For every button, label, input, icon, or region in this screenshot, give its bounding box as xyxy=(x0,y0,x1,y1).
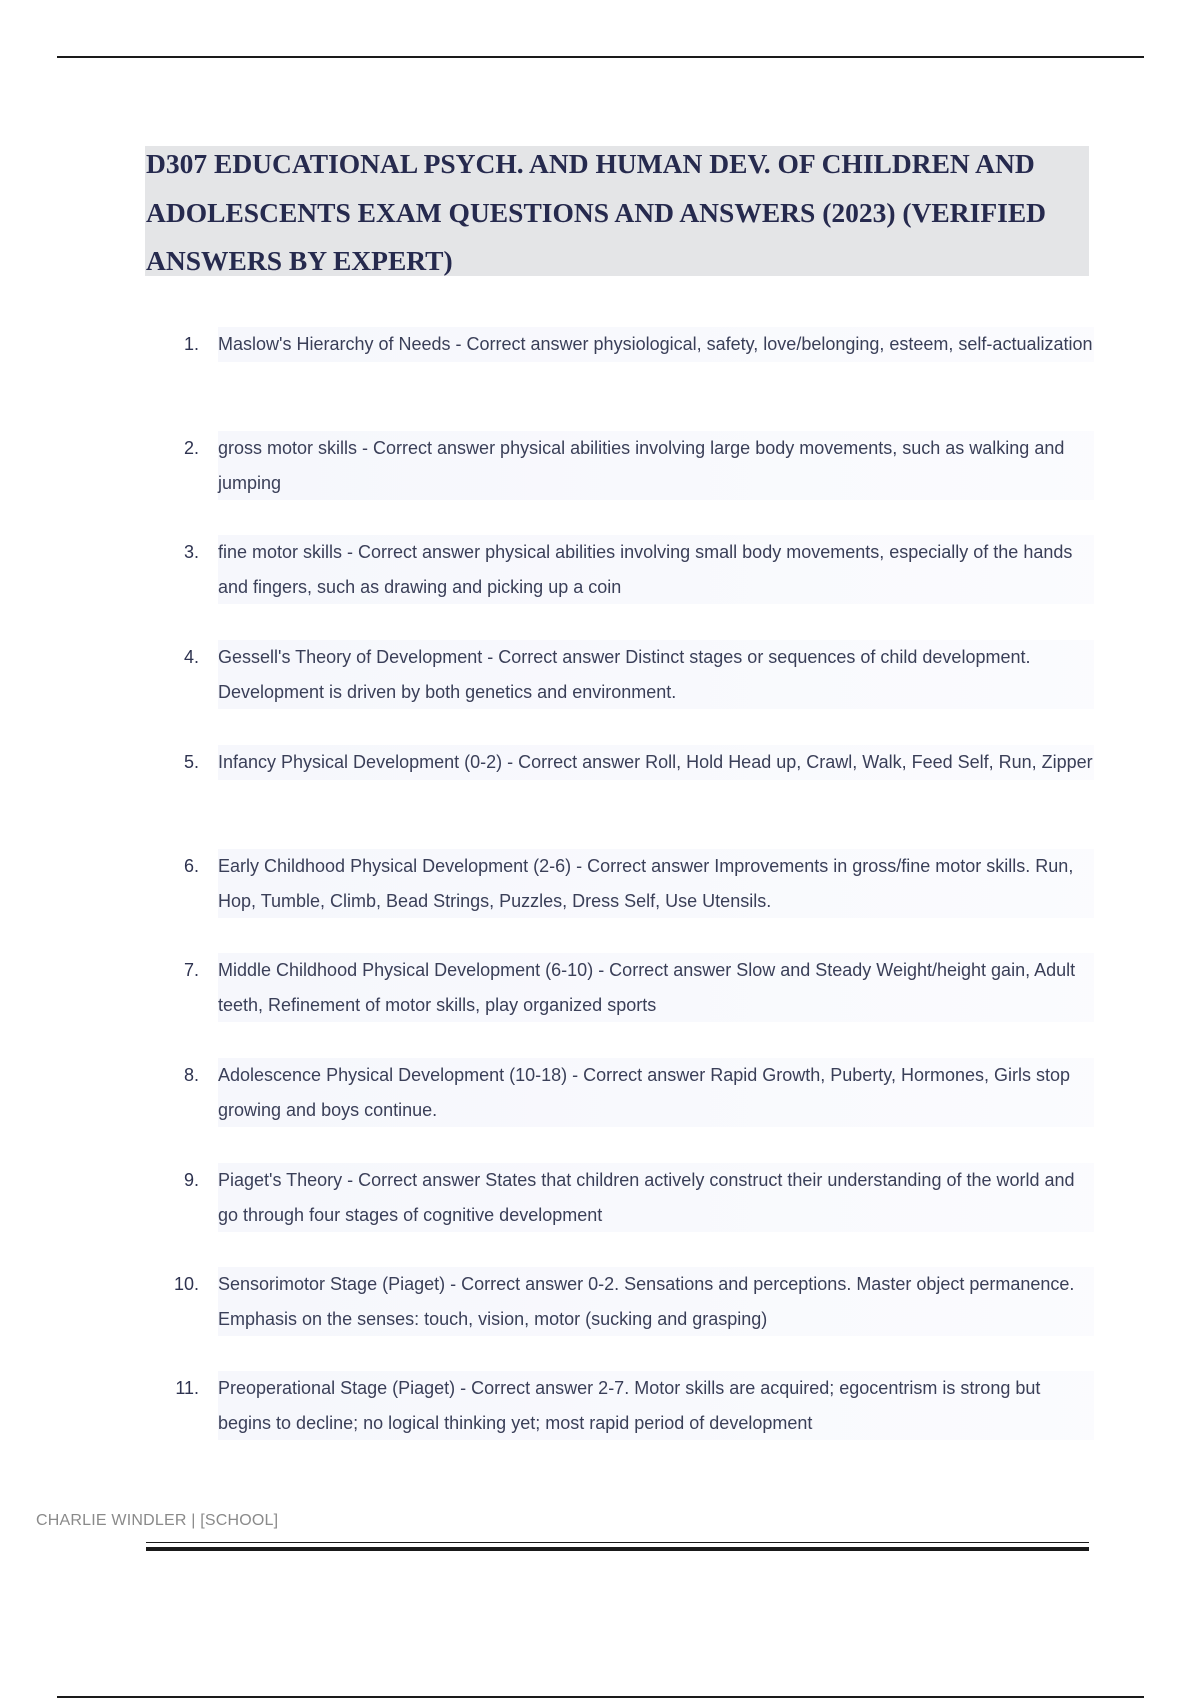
bottom-rule xyxy=(57,1696,1144,1698)
item-text: Gessell's Theory of Development - Correct answer Distinct stages or sequences of child development. Development is driven by both genetics and environment. xyxy=(218,640,1094,709)
item-text: Adolescence Physical Development (10-18) - Correct answer Rapid Growth, Puberty, Hormones, Girls stop growing and boys continue. xyxy=(218,1058,1094,1127)
item-number: 2. xyxy=(183,438,199,458)
top-rule xyxy=(57,56,1144,58)
list-item xyxy=(0,745,1200,815)
item-number: 11. xyxy=(175,1378,199,1398)
list-item xyxy=(0,1163,1200,1233)
list-item xyxy=(0,535,1200,605)
item-number: 10. xyxy=(173,1274,199,1294)
item-number: 7. xyxy=(183,960,199,980)
list-item xyxy=(0,1058,1200,1128)
list-item xyxy=(0,953,1200,1023)
item-text: Preoperational Stage (Piaget) - Correct answer 2-7. Motor skills are acquired; egocentrism is strong but begins to decline; no logical thinking yet; most rapid period of development xyxy=(218,1371,1094,1440)
footer-rule-thick xyxy=(146,1547,1089,1551)
footer-author: CHARLIE WINDLER | [SCHOOL] xyxy=(36,1512,279,1529)
item-text: fine motor skills - Correct answer physical abilities involving small body movements, especially of the hands and fingers, such as drawing and picking up a coin xyxy=(218,535,1094,604)
item-text: Sensorimotor Stage (Piaget) - Correct answer 0-2. Sensations and perceptions. Master object permanence. Emphasis on the senses: touch, vision, motor (sucking and grasping) xyxy=(218,1267,1094,1336)
document-title: D307 EDUCATIONAL PSYCH. AND HUMAN DEV. OF CHILDREN AND ADOLESCENTS EXAM QUESTIONS AND ANSWERS (2023) (VERIFIED ANSWERS BY EXPERT) xyxy=(146,148,1047,276)
footer-rule xyxy=(146,1542,1089,1543)
list-item xyxy=(0,431,1200,501)
item-text: Early Childhood Physical Development (2-6) - Correct answer Improvements in gross/fine motor skills. Run, Hop, Tumble, Climb, Bead Strings, Puzzles, Dress Self, Use Utensils. xyxy=(218,849,1094,918)
item-text: Piaget's Theory - Correct answer States that children actively construct their understanding of the world and go through four stages of cognitive development xyxy=(218,1163,1094,1232)
item-number: 4. xyxy=(183,647,199,667)
item-number: 5. xyxy=(183,752,199,772)
list-item xyxy=(0,849,1200,919)
item-number: 8. xyxy=(183,1065,199,1085)
item-number: 1. xyxy=(183,334,199,354)
item-number: 6. xyxy=(183,856,199,876)
item-text: gross motor skills - Correct answer physical abilities involving large body movements, such as walking and jumping xyxy=(218,431,1094,500)
list-item xyxy=(0,1371,1200,1441)
list-item xyxy=(0,640,1200,710)
list-item xyxy=(0,1267,1200,1337)
item-text: Maslow's Hierarchy of Needs - Correct answer physiological, safety, love/belonging, esteem, self-actualization xyxy=(218,327,1094,362)
item-text: Infancy Physical Development (0-2) - Correct answer Roll, Hold Head up, Crawl, Walk, Feed Self, Run, Zipper xyxy=(218,745,1094,780)
list-item xyxy=(0,327,1200,397)
item-number: 9. xyxy=(183,1170,199,1190)
item-text: Middle Childhood Physical Development (6-10) - Correct answer Slow and Steady Weight/height gain, Adult teeth, Refinement of motor skills, play organized sports xyxy=(218,953,1094,1022)
item-number: 3. xyxy=(183,542,199,562)
